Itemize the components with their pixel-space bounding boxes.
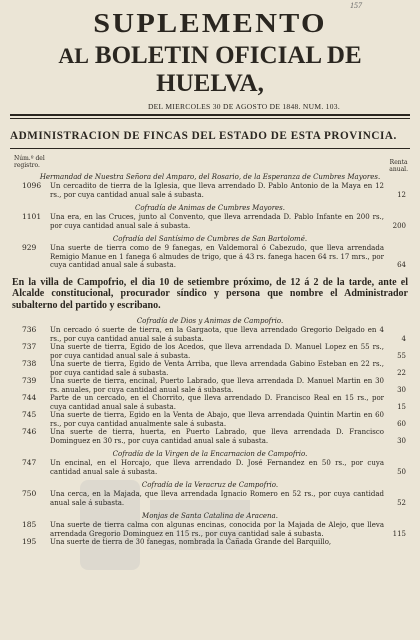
register-number: 745 (22, 410, 37, 419)
listing-entry (10, 213, 410, 230)
register-number: 739 (22, 376, 37, 385)
annual-rent: 30 (397, 385, 406, 394)
group-spacer (10, 199, 410, 202)
annual-rent: 12 (397, 190, 406, 199)
listing-entry (10, 377, 410, 394)
annual-rent-header: Renta anual. (389, 159, 408, 173)
register-number: 1101 (22, 212, 42, 221)
group-spacer (10, 230, 410, 233)
listing-entry (10, 326, 410, 343)
group-title: Cofradía de Dios y Animas de Campofrio. (136, 317, 284, 325)
group-spacer (10, 445, 410, 448)
listing-entry (10, 521, 410, 538)
annual-rent: 64 (397, 261, 406, 269)
annual-rent: 55 (397, 351, 406, 360)
group-title: Cofradía de la Virgen de la Encarnacion de Campofrio. (112, 450, 308, 458)
annual-rent: 4 (401, 334, 406, 343)
register-number: 738 (22, 359, 37, 368)
register-number: 737 (22, 342, 37, 351)
entry-text: Un cercado ó suerte de tierra, en la Gargaota, que lleva arrendado Gregorio Delgado en 4 rs., por cuya cantidad anual sale á subasta. (50, 326, 384, 343)
masthead-subtitle (10, 42, 410, 98)
listing-entry (10, 428, 410, 445)
group-title: Cofradía de la Veracruz de Campofrio. (141, 481, 279, 489)
listing-entry (10, 538, 410, 547)
annual-rent: 115 (392, 529, 406, 538)
entry-text: Un encinal, en el Horcajo, que lleva arrendado D. José Fernandez en 50 rs., por cuya cantidad anual sale á subasta. (50, 459, 384, 476)
register-number: 195 (22, 537, 37, 546)
listing-entry (10, 459, 410, 476)
listing-groups-top (10, 173, 410, 273)
group-title: Hermandad de Nuestra Señora del Amparo, del Rosario, de la Esperanza de Cumbres Mayores. (39, 173, 381, 181)
annual-rent: 200 (392, 221, 406, 230)
entry-text: Una cerca, en la Majada, que lleva arrendada Ignacio Romero en 52 rs., por cuya cantidad anual sale á subasta. (50, 490, 384, 507)
register-number: 929 (22, 243, 37, 252)
annual-rent: 60 (397, 419, 406, 428)
annual-rent: 50 (397, 467, 406, 476)
masthead-rule (10, 114, 410, 119)
listing-entry (10, 394, 410, 411)
section-heading: ADMINISTRACION DE FINCAS DEL ESTADO DE ESTA PROVINCIA. (10, 128, 397, 142)
group-title: Monjas de Santa Catalina de Aracena. (142, 512, 278, 520)
listing-entry (10, 182, 410, 199)
page-number: 157 (350, 1, 362, 10)
register-number: 736 (22, 325, 37, 334)
entry-text: Parte de un cercado, en el Chorrito, que lleva arrendado D. Francisco Real en 15 rs., por cuya cantidad anual sale á subasta. (50, 394, 384, 411)
group-spacer (10, 270, 410, 273)
auction-notice: En la villa de Campofrio, el dia 10 de setiembre próximo, de 12 á 2 de la tarde, ante el Alcalde constitucional, procurador síndico y persona que nombre el Administrador subalterno del partido y escribano. (12, 276, 408, 311)
entry-text: Una suerte de tierra como de 9 fanegas, en Valdemoral ó Cabezudo, que lleva arrendada Remigio Manue en 1 fanega 6 almudes de trigo, que á 43 rs. fanega hacen 64 rs. 17 mrs., por cuya cantidad anual sale á subasta. (50, 244, 384, 269)
group-spacer (10, 507, 410, 510)
masthead-date-line: DEL MIERCOLES 30 DE AGOSTO DE 1848. NUM. 103. (147, 102, 340, 111)
register-number-header: Núm.º del registro. (14, 155, 45, 169)
entry-text: Una suerte de tierra, Egido de los Acedos, que lleva arrendada D. Manuel Lopez en 55 rs., por cuya cantidad anual sale á subasta. (50, 343, 384, 360)
masthead-subtitle-prefix: AL (58, 43, 89, 68)
masthead-title: SUPLEMENTO (93, 8, 327, 38)
masthead-subtitle-text: BOLETIN OFICIAL DE HUELVA, (94, 42, 362, 97)
masthead (10, 0, 410, 111)
listing-entry (10, 244, 410, 270)
group-title: Cofradía del Santísimo de Cumbres de San Bartolomé. (112, 235, 308, 243)
listing-entry (10, 490, 410, 507)
register-number: 746 (22, 427, 37, 436)
annual-rent: 22 (397, 368, 406, 377)
group-spacer (10, 547, 410, 550)
listing-entry (10, 360, 410, 377)
entry-text: Una suerte de tierra calma con algunas encinas, conocida por la Majada de Alejo, que lleva arrendada Gregorio Dominguez en 115 rs., por cuya cantidad sale á subasta. (50, 521, 384, 538)
group-spacer (10, 476, 410, 479)
register-number: 750 (22, 489, 37, 498)
entry-text: Una suerte de tierra, Egido de Venta Arriba, que lleva arrendada Gabino Esteban en 22 rs., por cuya cantidad sale á subasta. (50, 360, 384, 377)
annual-rent: 15 (397, 402, 406, 411)
register-number: 747 (22, 458, 37, 467)
entry-text: Una suerte de tierra, Egido en la Venta de Abajo, que lleva arrendada Quintin Martin en 60 rs., por cuya cantidad anualmente sale á subasta. (50, 411, 384, 428)
register-number: 1096 (22, 181, 42, 190)
annual-rent: 52 (397, 498, 406, 507)
entry-text: Una suerte de tierra, encinal, Puerto Labrado, que lleva arrendada D. Manuel Martin en 30 rs. anuales, por cuya cantidad anual sale á subasta. (50, 377, 384, 394)
entry-text: Una era, en las Cruces, junto al Convento, que lleva arrendada D. Pablo Infante en 200 rs., por cuya cantidad anual sale á subasta. (50, 213, 384, 230)
entry-text: Una suerte de tierra, huerta, en Puerto Labrado, que lleva arrendada D. Francisco Dominguez en 30 rs., por cuya cantidad anual sale á subasta. (50, 428, 384, 445)
column-headers (10, 149, 410, 171)
listing-groups-bottom (10, 317, 410, 550)
register-number: 744 (22, 393, 37, 402)
entry-text: Una suerte de tierra de 30 fanegas, nombrada la Cañada Grande del Barquillo, (50, 538, 332, 546)
listing-entry (10, 343, 410, 360)
listing-entry (10, 411, 410, 428)
entry-text: Un cercadito de tierra de la Iglesia, que lleva arrendado D. Pablo Antonio de la Maya en 12 rs., por cuya cantidad anual sale á subasta. (50, 182, 384, 199)
annual-rent: 30 (397, 436, 406, 445)
register-number: 185 (22, 520, 37, 529)
group-title: Cofradía de Animas de Cumbres Mayores. (134, 204, 286, 212)
